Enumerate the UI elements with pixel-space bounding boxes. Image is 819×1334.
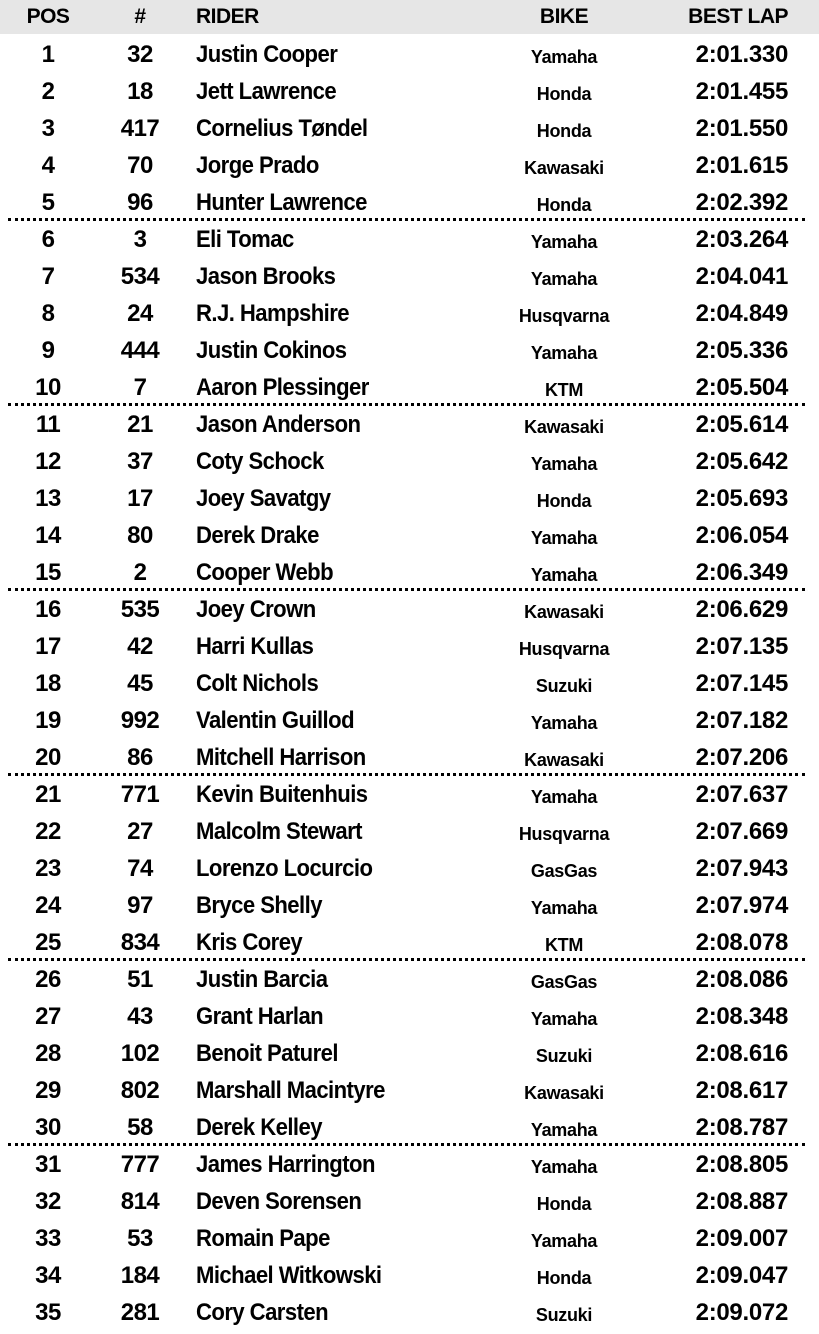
row-number: 281 [120, 1299, 160, 1326]
row-pos: 4 [41, 152, 55, 179]
row-rider: Derek Drake [196, 522, 319, 549]
table-row [0, 1183, 819, 1220]
row-best-lap: 2:07.135 [695, 633, 788, 660]
row-number: 53 [127, 1225, 153, 1252]
row-number: 2 [133, 559, 147, 586]
row-pos: 18 [35, 670, 61, 697]
row-pos: 27 [35, 1003, 61, 1030]
table-row [0, 221, 819, 258]
table-row [0, 924, 819, 961]
row-bike: Kawasaki [524, 1083, 604, 1103]
row-number: 102 [120, 1040, 160, 1067]
row-number: 96 [127, 189, 153, 216]
row-bike: Yamaha [530, 454, 598, 474]
row-best-lap: 2:01.330 [695, 41, 788, 68]
row-bike: Kawasaki [524, 750, 604, 770]
row-number: 42 [127, 633, 153, 660]
row-rider: Colt Nichols [196, 670, 319, 697]
row-number: 43 [127, 1003, 153, 1030]
row-rider: Grant Harlan [196, 1003, 324, 1030]
table-row [0, 665, 819, 702]
row-number: 992 [120, 707, 160, 734]
header-rider: RIDER [196, 5, 259, 28]
row-best-lap: 2:08.805 [695, 1151, 788, 1178]
row-bike: GasGas [530, 861, 598, 881]
row-pos: 16 [35, 596, 61, 623]
row-bike: Honda [536, 1194, 592, 1214]
row-best-lap: 2:05.614 [695, 411, 788, 438]
row-number: 3 [133, 226, 147, 253]
row-bike: KTM [544, 380, 584, 400]
row-rider: Jason Brooks [196, 263, 336, 290]
table-row [0, 1257, 819, 1294]
row-pos: 7 [41, 263, 55, 290]
row-rider: Joey Crown [196, 596, 316, 623]
row-best-lap: 2:05.642 [695, 448, 788, 475]
row-bike: Yamaha [530, 1120, 598, 1140]
row-bike: Yamaha [530, 1157, 598, 1177]
row-pos: 22 [35, 818, 61, 845]
row-bike: Husqvarna [518, 306, 610, 326]
row-best-lap: 2:08.086 [695, 966, 788, 993]
table-row [0, 480, 819, 517]
row-number: 27 [127, 818, 153, 845]
row-rider: Valentin Guillod [196, 707, 355, 734]
row-rider: Benoit Paturel [196, 1040, 338, 1067]
table-row [0, 1294, 819, 1331]
row-bike: Yamaha [530, 47, 598, 67]
row-number: 18 [127, 78, 153, 105]
row-number: 802 [120, 1077, 160, 1104]
row-best-lap: 2:08.787 [695, 1114, 788, 1141]
row-rider: Malcolm Stewart [196, 818, 362, 845]
row-rider: Romain Pape [196, 1225, 330, 1252]
row-bike: Yamaha [530, 343, 598, 363]
row-best-lap: 2:06.054 [695, 522, 788, 549]
row-pos: 6 [41, 226, 55, 253]
header-bike: BIKE [539, 5, 589, 28]
table-row [0, 406, 819, 443]
table-row [0, 295, 819, 332]
table-row [0, 1072, 819, 1109]
row-pos: 14 [35, 522, 61, 549]
row-bike: Yamaha [530, 528, 598, 548]
header-number: # [134, 5, 146, 28]
table-row [0, 591, 819, 628]
row-bike: Yamaha [530, 898, 598, 918]
table-row [0, 850, 819, 887]
row-rider: Kevin Buitenhuis [196, 781, 368, 808]
row-pos: 35 [35, 1299, 61, 1326]
row-pos: 28 [35, 1040, 61, 1067]
row-pos: 1 [41, 41, 55, 68]
row-best-lap: 2:05.336 [695, 337, 788, 364]
row-bike: Honda [536, 491, 592, 511]
row-number: 814 [120, 1188, 160, 1215]
row-pos: 9 [41, 337, 55, 364]
row-pos: 32 [35, 1188, 61, 1215]
table-row [0, 258, 819, 295]
row-pos: 26 [35, 966, 61, 993]
row-best-lap: 2:07.145 [695, 670, 788, 697]
row-best-lap: 2:01.615 [695, 152, 788, 179]
row-number: 86 [127, 744, 153, 771]
row-rider: Joey Savatgy [196, 485, 331, 512]
row-number: 97 [127, 892, 153, 919]
row-pos: 24 [35, 892, 61, 919]
row-best-lap: 2:07.637 [695, 781, 788, 808]
row-rider: Cornelius Tøndel [196, 115, 368, 142]
row-best-lap: 2:09.047 [695, 1262, 788, 1289]
table-row [0, 887, 819, 924]
row-rider: Justin Cooper [196, 41, 338, 68]
table-row [0, 110, 819, 147]
row-best-lap: 2:07.669 [695, 818, 788, 845]
row-bike: Kawasaki [524, 602, 604, 622]
row-number: 24 [127, 300, 153, 327]
table-row [0, 702, 819, 739]
row-rider: Eli Tomac [196, 226, 294, 253]
row-number: 834 [120, 929, 160, 956]
table-row [0, 998, 819, 1035]
row-bike: Yamaha [530, 269, 598, 289]
row-rider: Cory Carsten [196, 1299, 329, 1326]
row-number: 444 [120, 337, 160, 364]
row-bike: Yamaha [530, 787, 598, 807]
row-pos: 21 [35, 781, 61, 808]
row-best-lap: 2:04.041 [695, 263, 788, 290]
row-rider: Justin Cokinos [196, 337, 347, 364]
row-best-lap: 2:07.206 [695, 744, 788, 771]
table-row [0, 369, 819, 406]
row-number: 74 [127, 855, 153, 882]
row-best-lap: 2:08.616 [695, 1040, 788, 1067]
row-bike: Kawasaki [524, 158, 604, 178]
row-number: 771 [120, 781, 160, 808]
row-rider: Justin Barcia [196, 966, 328, 993]
table-row [0, 36, 819, 73]
row-number: 58 [127, 1114, 153, 1141]
row-pos: 31 [35, 1151, 61, 1178]
header-best-lap: BEST LAP [688, 5, 788, 28]
row-rider: Jason Anderson [196, 411, 361, 438]
table-body [0, 34, 819, 1331]
row-number: 70 [127, 152, 153, 179]
row-number: 21 [127, 411, 153, 438]
row-pos: 23 [35, 855, 61, 882]
row-bike: Husqvarna [518, 824, 610, 844]
row-number: 534 [120, 263, 160, 290]
row-pos: 5 [41, 189, 55, 216]
row-rider: Kris Corey [196, 929, 303, 956]
row-best-lap: 2:08.348 [695, 1003, 788, 1030]
table-row [0, 443, 819, 480]
table-row [0, 1109, 819, 1146]
row-bike: Honda [536, 195, 592, 215]
row-rider: Jorge Prado [196, 152, 319, 179]
row-number: 45 [127, 670, 153, 697]
row-best-lap: 2:09.072 [695, 1299, 788, 1326]
row-best-lap: 2:08.887 [695, 1188, 788, 1215]
table-row [0, 1146, 819, 1183]
row-pos: 19 [35, 707, 61, 734]
row-bike: Yamaha [530, 232, 598, 252]
table-row [0, 332, 819, 369]
row-number: 17 [127, 485, 153, 512]
row-bike: Kawasaki [524, 417, 604, 437]
row-number: 32 [127, 41, 153, 68]
row-bike: Yamaha [530, 1009, 598, 1029]
row-bike: Husqvarna [518, 639, 610, 659]
table-row [0, 184, 819, 221]
table-row [0, 1035, 819, 1072]
row-best-lap: 2:06.629 [695, 596, 788, 623]
row-pos: 8 [41, 300, 55, 327]
row-bike: Honda [536, 84, 592, 104]
row-pos: 2 [41, 78, 55, 105]
table-row [0, 628, 819, 665]
row-rider: James Harrington [196, 1151, 375, 1178]
table-row [0, 554, 819, 591]
row-best-lap: 2:07.943 [695, 855, 788, 882]
row-rider: Deven Sorensen [196, 1188, 362, 1215]
row-rider: Michael Witkowski [196, 1262, 382, 1289]
row-rider: Marshall Macintyre [196, 1077, 385, 1104]
row-rider: Derek Kelley [196, 1114, 322, 1141]
row-number: 37 [127, 448, 153, 475]
row-bike: Yamaha [530, 1231, 598, 1251]
row-best-lap: 2:05.693 [695, 485, 788, 512]
row-number: 7 [133, 374, 147, 401]
row-rider: Bryce Shelly [196, 892, 322, 919]
row-best-lap: 2:06.349 [695, 559, 788, 586]
table-row [0, 1220, 819, 1257]
row-rider: Mitchell Harrison [196, 744, 366, 771]
row-pos: 29 [35, 1077, 61, 1104]
row-rider: Coty Schock [196, 448, 324, 475]
row-best-lap: 2:07.974 [695, 892, 788, 919]
table-row [0, 739, 819, 776]
table-row [0, 73, 819, 110]
header-pos: POS [26, 5, 70, 28]
row-bike: Honda [536, 1268, 592, 1288]
table-row [0, 813, 819, 850]
row-rider: Hunter Lawrence [196, 189, 367, 216]
row-pos: 20 [35, 744, 61, 771]
table-row [0, 961, 819, 998]
row-rider: Jett Lawrence [196, 78, 337, 105]
row-bike: Suzuki [535, 1046, 593, 1066]
row-pos: 10 [35, 374, 61, 401]
row-number: 535 [120, 596, 160, 623]
table-row [0, 147, 819, 184]
row-rider: Cooper Webb [196, 559, 334, 586]
row-pos: 11 [35, 411, 61, 438]
row-bike: Suzuki [535, 1305, 593, 1325]
row-best-lap: 2:09.007 [695, 1225, 788, 1252]
row-best-lap: 2:02.392 [695, 189, 788, 216]
table-row [0, 517, 819, 554]
row-best-lap: 2:01.550 [695, 115, 788, 142]
row-pos: 12 [35, 448, 61, 475]
row-pos: 17 [35, 633, 61, 660]
row-best-lap: 2:03.264 [695, 226, 788, 253]
row-best-lap: 2:08.078 [695, 929, 788, 956]
row-pos: 15 [35, 559, 61, 586]
row-rider: Lorenzo Locurcio [196, 855, 373, 882]
row-number: 80 [127, 522, 153, 549]
row-pos: 25 [35, 929, 61, 956]
row-best-lap: 2:05.504 [695, 374, 788, 401]
table-row [0, 776, 819, 813]
row-pos: 30 [35, 1114, 61, 1141]
row-number: 184 [120, 1262, 160, 1289]
row-bike: Yamaha [530, 713, 598, 733]
row-bike: Suzuki [535, 676, 593, 696]
row-bike: GasGas [530, 972, 598, 992]
row-best-lap: 2:08.617 [695, 1077, 788, 1104]
row-rider: R.J. Hampshire [196, 300, 350, 327]
row-best-lap: 2:04.849 [695, 300, 788, 327]
row-number: 417 [120, 115, 160, 142]
table-header [0, 0, 819, 34]
row-pos: 34 [35, 1262, 61, 1289]
row-rider: Aaron Plessinger [196, 374, 369, 401]
row-bike: Honda [536, 121, 592, 141]
row-pos: 33 [35, 1225, 61, 1252]
row-number: 777 [120, 1151, 160, 1178]
row-number: 51 [127, 966, 153, 993]
row-best-lap: 2:07.182 [695, 707, 788, 734]
row-best-lap: 2:01.455 [695, 78, 788, 105]
row-bike: Yamaha [530, 565, 598, 585]
row-rider: Harri Kullas [196, 633, 314, 660]
row-pos: 3 [41, 115, 55, 142]
row-bike: KTM [544, 935, 584, 955]
row-pos: 13 [35, 485, 61, 512]
